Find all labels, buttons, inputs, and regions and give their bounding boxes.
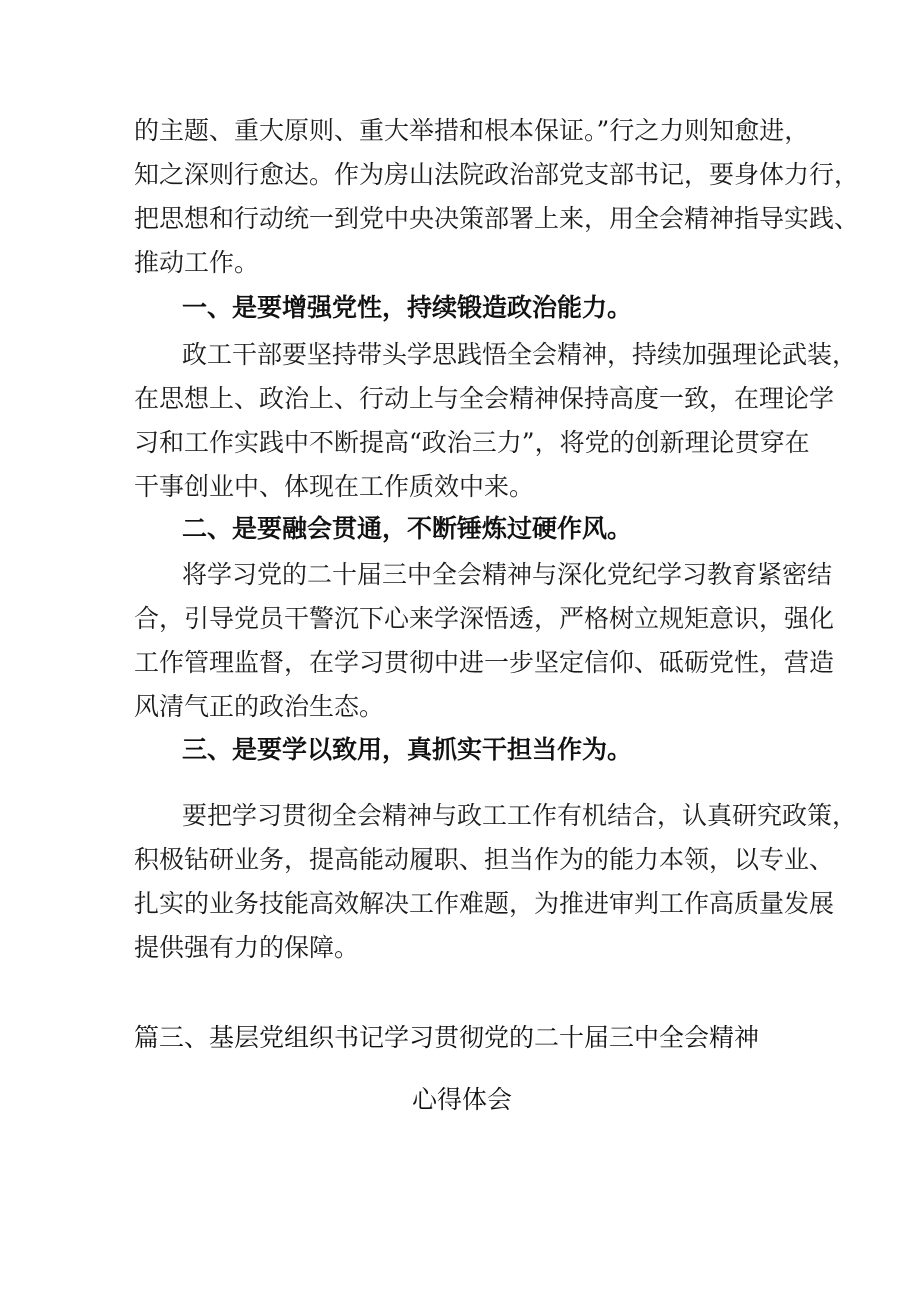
paragraph-line: 要把学习贯彻全会精神与政工工作有机结合，认真研究政策，: [182, 801, 858, 830]
paragraph-line: 习和工作实践中不断提高“政治三力”，将党的创新理论贯穿在: [134, 428, 810, 457]
paragraph-line: 将学习党的二十届三中全会精神与深化党纪学习教育紧密结: [182, 560, 833, 589]
paragraph-line: 把思想和行动统一到党中央决策部署上来，用全会精神指导实践、: [134, 204, 860, 233]
paragraph-line: 工作管理监督，在学习贯彻中进一步坚定信仰、砥砺党性，营造: [134, 648, 835, 677]
paragraph-line: 提供强有力的保障。: [134, 933, 360, 962]
section-2-heading: 二、是要融会贯通，不断锤炼过硬作风。: [182, 514, 633, 543]
paragraph-line: 扎实的业务技能高效解决工作难题，为推进审判工作高质量发展: [134, 889, 835, 918]
next-article-title-line-1: 篇三、基层党组织书记学习贯彻党的二十届三中全会精神: [134, 1023, 760, 1052]
section-1-heading: 一、是要增强党性，持续锻造政治能力。: [182, 293, 633, 322]
paragraph-line: 推动工作。: [134, 248, 260, 277]
paragraph-line: 的主题、重大原则、重大举措和根本保证。”行之力则知愈进，: [134, 116, 810, 145]
paragraph-line: 知之深则行愈达。作为房山法院政治部党支部书记，要身体力行，: [134, 160, 860, 189]
paragraph-line: 合，引导党员干警沉下心来学深悟透，严格树立规矩意识，强化: [134, 604, 835, 633]
section-3-heading: 三、是要学以致用，真抓实干担当作为。: [182, 735, 633, 764]
paragraph-line: 在思想上、政治上、行动上与全会精神保持高度一致，在理论学: [134, 384, 835, 413]
paragraph-line: 积极钻研业务，提高能动履职、担当作为的能力本领，以专业、: [134, 845, 835, 874]
paragraph-line: 政工干部要坚持带头学思践悟全会精神，持续加强理论武装，: [182, 340, 858, 369]
next-article-title-line-2: 心得体会: [412, 1085, 513, 1114]
paragraph-line: 干事创业中、体现在工作质效中来。: [134, 472, 535, 501]
paragraph-line: 风清气正的政治生态。: [134, 692, 385, 721]
